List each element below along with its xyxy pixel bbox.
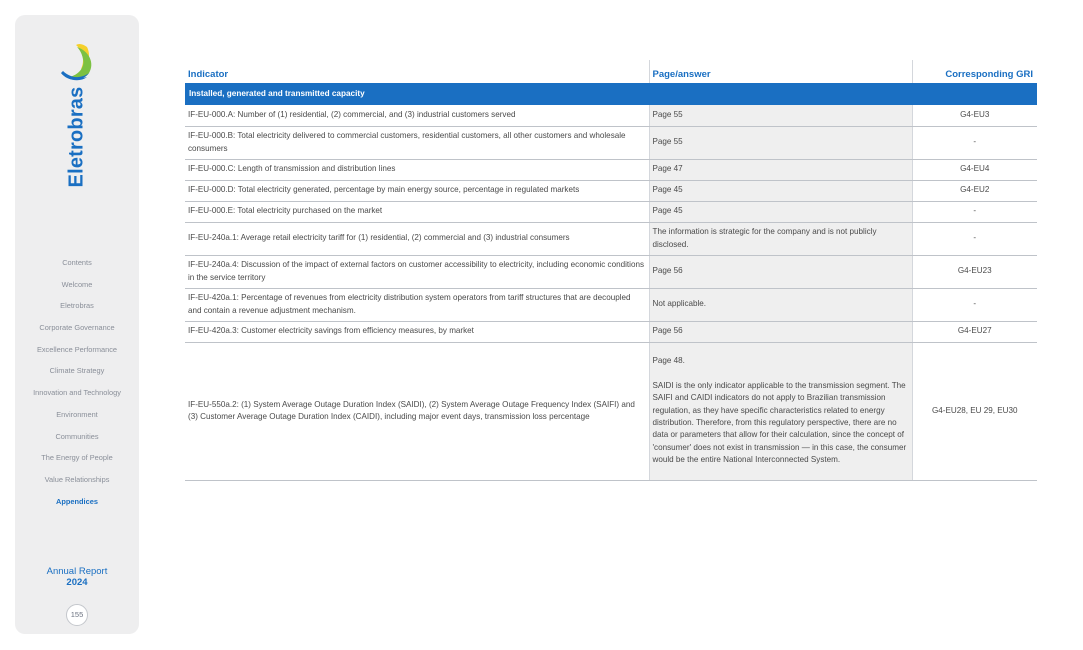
indicator-cell: IF-EU-000.B: Total electricity delivered to commercial customers, residential customers, all other customers and wholesale consumers [185,126,649,159]
table-row [185,321,1037,342]
nav-item-energy-of-people[interactable]: The Energy of People [41,453,113,463]
nav-item-communities[interactable]: Communities [55,431,99,441]
nav-item-value-relationships[interactable]: Value Relationships [44,474,110,484]
eletrobras-logo-icon [59,43,95,83]
indicator-cell: IF-EU-420a.3: Customer electricity savings from efficiency measures, by market [185,321,649,342]
annual-report-year: 2024 [66,577,88,588]
header-corresponding-gri: Corresponding GRI [912,60,1037,83]
table-row [185,255,1037,288]
indicator-cell: IF-EU-420a.1: Percentage of revenues from electricity distribution system operators from tariff structures that are decoupled and contain a revenue adjustment mechanism. [185,288,649,321]
sidebar [15,15,139,634]
nav-item-environment[interactable]: Environment [56,409,98,419]
answer-cell: Not applicable. [649,288,912,321]
gri-cell: G4-EU4 [912,159,1037,180]
table-row [185,342,1037,480]
section-title: Installed, generated and transmitted capacity [185,83,1037,105]
section-row [185,83,1037,105]
answer-cell: Page 56 [649,321,912,342]
answer-cell: Page 56 [649,255,912,288]
nav-item-climate-strategy[interactable]: Climate Strategy [49,366,105,376]
gri-index-table [185,60,1037,481]
table-row [185,159,1037,180]
nav-item-corporate-governance[interactable]: Corporate Governance [39,323,115,333]
indicator-cell: IF-EU-240a.1: Average retail electricity tariff for (1) residential, (2) commercial and (3) industrial consumers [185,222,649,255]
answer-spacer [653,368,909,380]
indicator-cell: IF-EU-000.A: Number of (1) residential, (2) commercial, and (3) industrial customers served [185,105,649,126]
header-indicator: Indicator [185,60,649,83]
answer-cell [649,342,912,480]
answer-cell: The information is strategic for the company and is not publicly disclosed. [649,222,912,255]
sidebar-nav [15,252,139,512]
gri-cell: G4-EU23 [912,255,1037,288]
annual-report-label [15,566,139,588]
gri-cell: G4-EU2 [912,180,1037,201]
answer-cell: Page 45 [649,201,912,222]
header-page-answer: Page/answer [649,60,912,83]
gri-cell: - [912,288,1037,321]
gri-cell: - [912,201,1037,222]
answer-cell: Page 47 [649,159,912,180]
indicator-cell: IF-EU-000.E: Total electricity purchased on the market [185,201,649,222]
indicator-cell: IF-EU-240a.4: Discussion of the impact of external factors on customer accessibility to electricity, including economic conditions in the service territory [185,255,649,288]
table-header-row [185,60,1037,83]
indicator-cell: IF-EU-000.D: Total electricity generated, percentage by main energy source, percentage in regulated markets [185,180,649,201]
table-row [185,105,1037,126]
answer-cell: Page 55 [649,105,912,126]
gri-cell: G4-EU28, EU 29, EU30 [912,342,1037,480]
table-row [185,288,1037,321]
answer-explanation: SAIDI is the only indicator applicable to the transmission segment. The SAIFI and CAIDI indicators do not apply to Brazilian transmission regulation, as they have specific characteristics related to energy distribution. Therefore, from this regulatory perspective, there are no data or parameters that allow for their calculation, since the concept of 'consumer' does not exist in transmission — in this case, the consumer would be the entire National Interconnected System. [652,380,907,465]
nav-item-excellence-performance[interactable]: Excellence Performance [36,344,118,354]
answer-page-ref: Page 48. [652,356,685,366]
table-row [185,222,1037,255]
nav-item-eletrobras[interactable]: Eletrobras [60,301,94,311]
annual-report-title: Annual Report [46,566,108,577]
gri-cell: - [912,222,1037,255]
table-row [185,126,1037,159]
gri-cell: G4-EU3 [912,105,1037,126]
page-number-badge: 155 [66,604,88,626]
nav-item-contents[interactable]: Contents [62,258,92,267]
nav-item-innovation-technology[interactable]: Innovation and Technology [33,388,121,398]
indicator-cell: IF-EU-000.C: Length of transmission and distribution lines [185,159,649,180]
nav-item-appendices[interactable]: Appendices [56,496,98,506]
nav-item-welcome[interactable]: Welcome [61,279,93,289]
table-row [185,180,1037,201]
gri-cell: G4-EU27 [912,321,1037,342]
eletrobras-wordmark: Eletrobras [65,86,88,188]
table-row [185,201,1037,222]
gri-cell: - [912,126,1037,159]
answer-cell: Page 45 [649,180,912,201]
indicator-cell: IF-EU-550a.2: (1) System Average Outage Duration Index (SAIDI), (2) System Average Outage Frequency Index (SAIFI) and (3) Customer Average Outage Duration Index (CAIDI), including major event days, transmission loss percentage [185,342,649,480]
answer-cell: Page 55 [649,126,912,159]
